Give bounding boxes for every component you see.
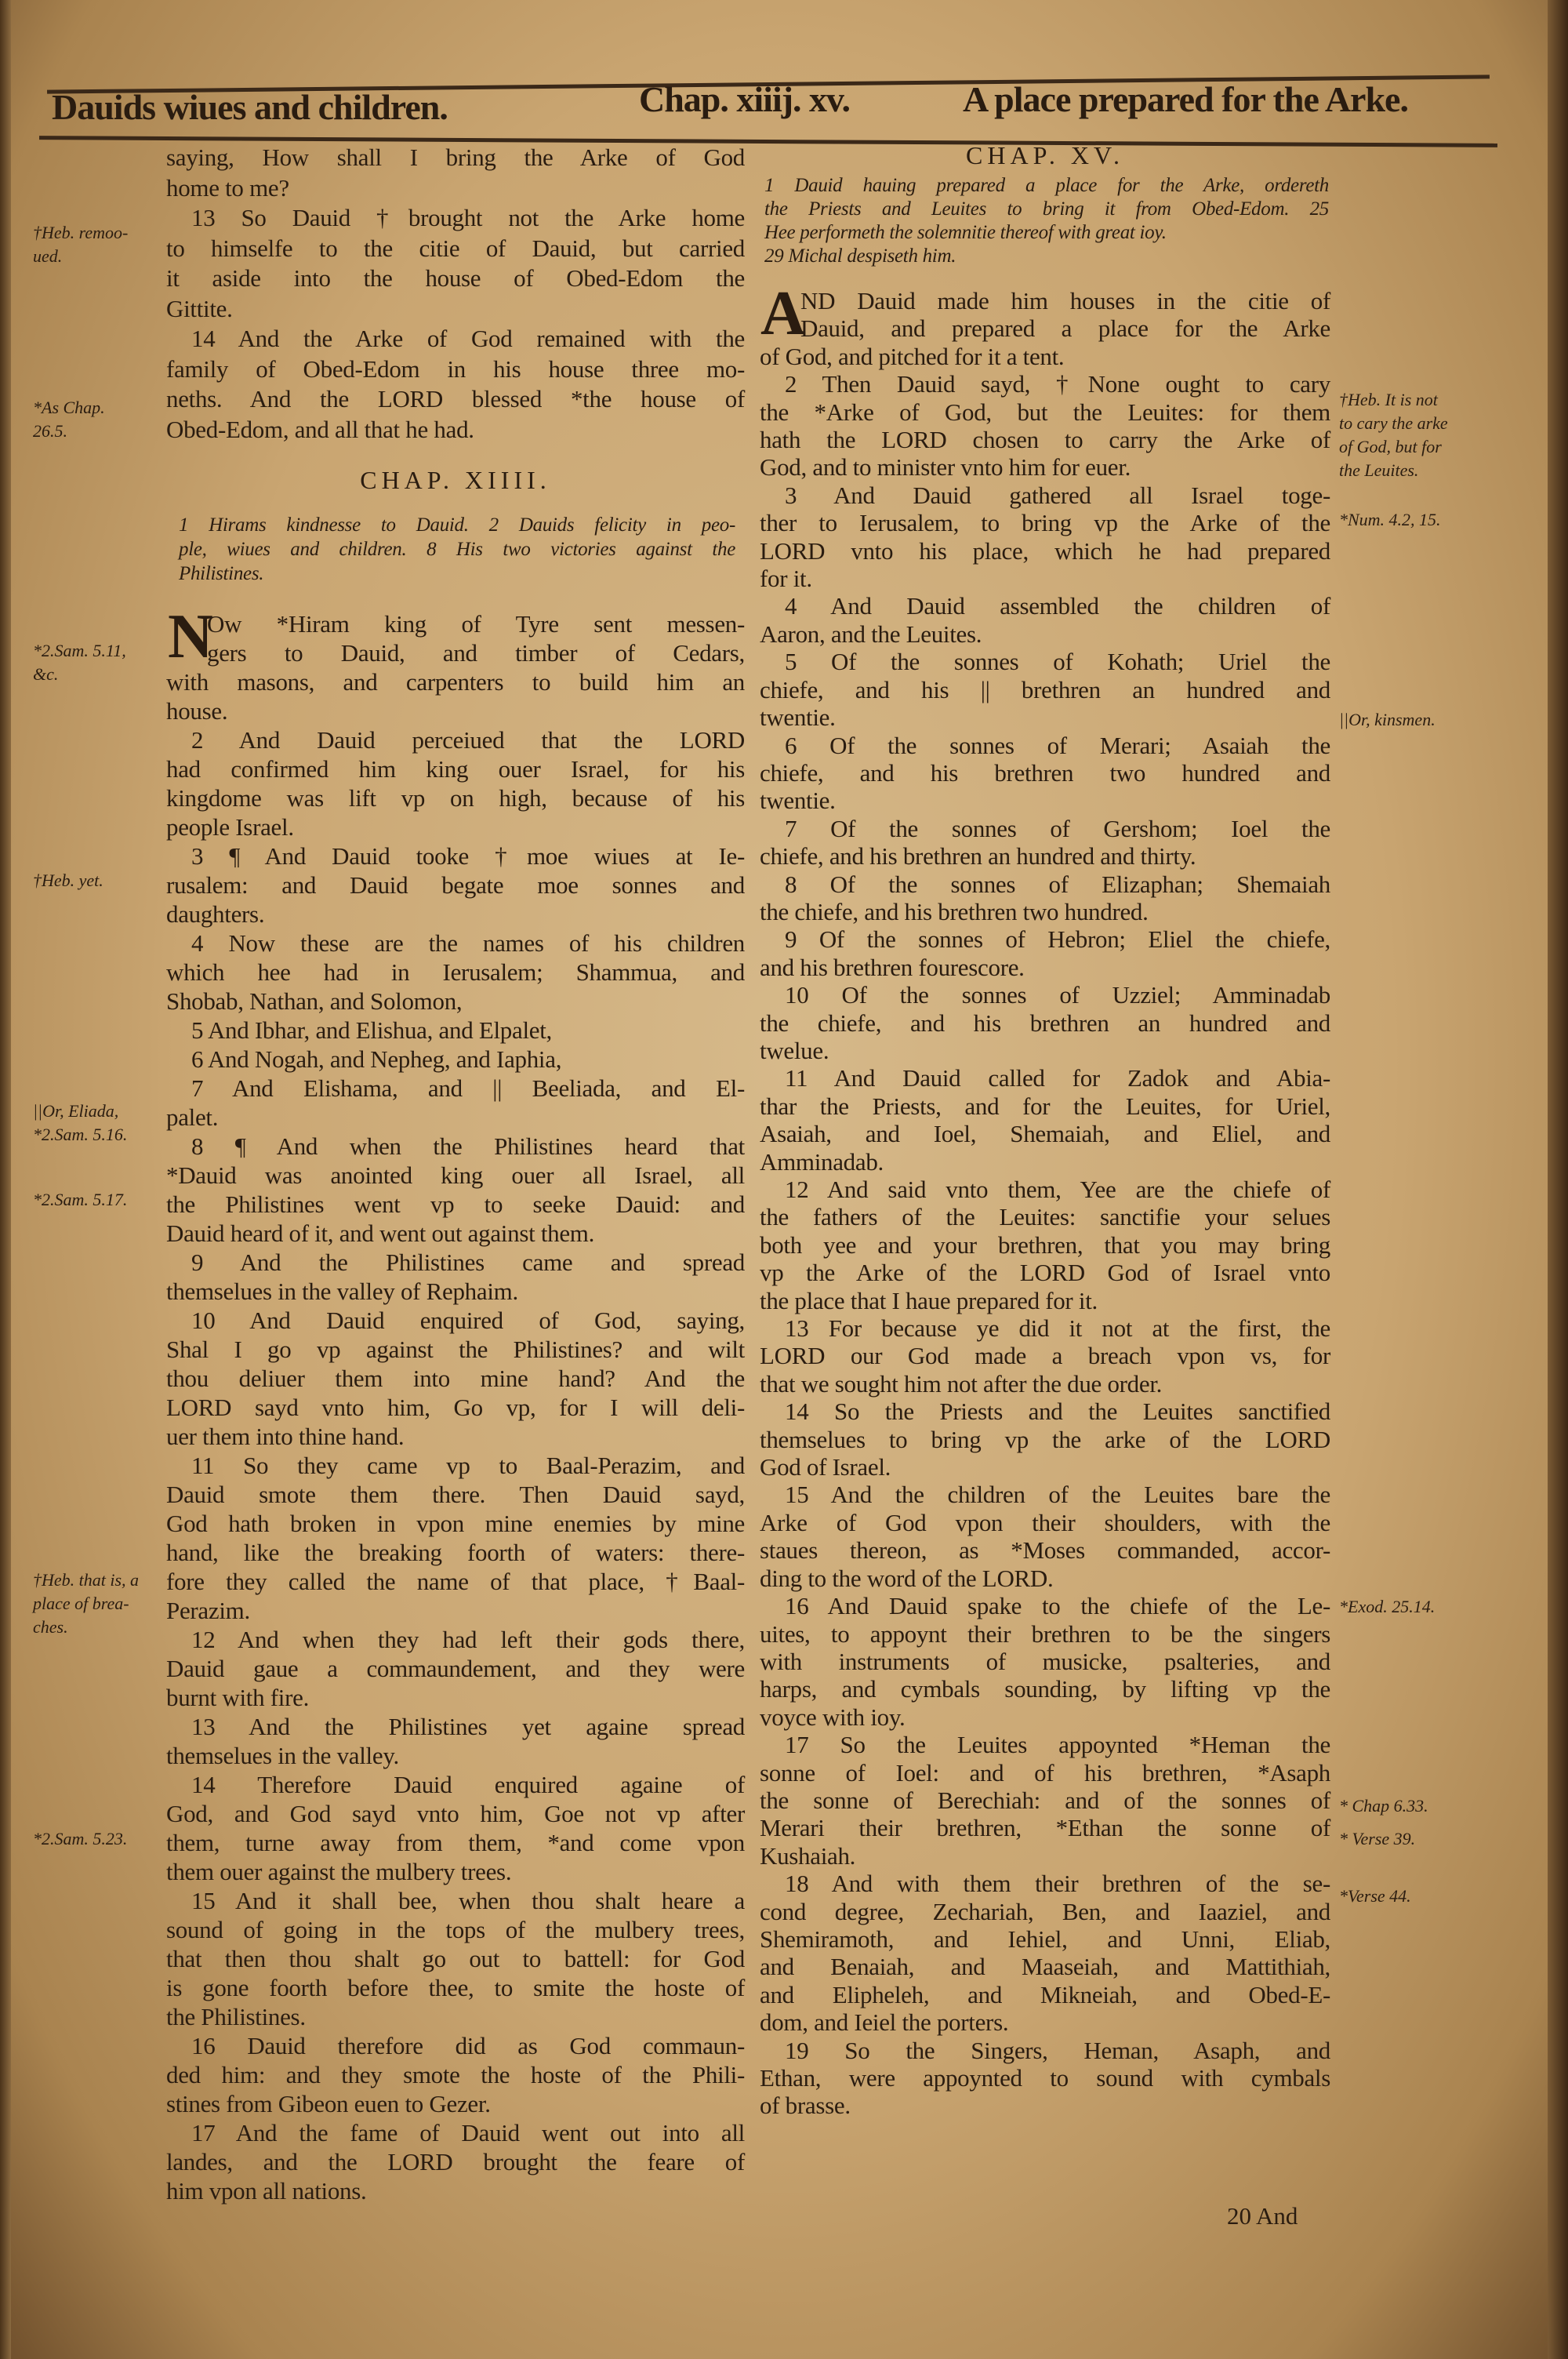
text-line: Dauid gaue a commaundement, and they were [166, 1655, 745, 1682]
left-column-intro [166, 143, 745, 445]
text-line: Merari their brethren, *Ethan the sonne of [760, 1814, 1330, 1842]
text-line: 8 Of the sonnes of Elizaphan; Shemaiah [785, 870, 1330, 898]
text-line: Shemiramoth, and Iehiel, and Unni, Eliab, [760, 1925, 1330, 1953]
text-line: 29 Michal despiseth him. [764, 245, 956, 267]
page-edge-left [0, 0, 11, 2359]
text-line: daughters. [166, 900, 265, 928]
page-edge-right [1548, 0, 1568, 2359]
text-line: LORD our God made a breach vpon vs, for [760, 1342, 1330, 1370]
text-line: both yee and your brethren, that you may bring [760, 1230, 1330, 1259]
text-line: God of Israel. [760, 1453, 891, 1481]
text-line: stines from Gibeon euen to Gezer. [166, 2090, 491, 2117]
text-line: Philistines. [179, 563, 264, 584]
text-line: the chiefe, and his brethren an hundred and [760, 1009, 1330, 1037]
text-line: 8 ¶ And when the Philistines heard that [191, 1132, 745, 1160]
text-line: 1 Hirams kindnesse to Dauid. 2 Dauids felicity in peo- [179, 514, 735, 536]
text-line: dom, and Ieiel the porters. [760, 2008, 1009, 2037]
text-line: landes, and the LORD brought the feare of [166, 2148, 745, 2175]
text-line: 16 Dauid therefore did as God commaun- [191, 2032, 745, 2059]
marginal-note: †Heb. yet. [33, 871, 103, 890]
text-line: twentie. [760, 703, 836, 732]
text-line: 12 And said vnto them, Yee are the chiefe of [785, 1176, 1330, 1203]
text-line: of God, and pitched for it a tent. [760, 342, 1065, 370]
text-line: 13 For because ye did it not at the first, the [785, 1314, 1330, 1343]
text-line: him vpon all nations. [166, 2177, 367, 2205]
text-line: the Philistines. [166, 2003, 306, 2030]
text-line: Ow *Hiram king of Tyre sent messen- [207, 610, 745, 638]
text-line: Dauid smote them there. Then Dauid sayd, [166, 1481, 745, 1508]
text-line: the place that I haue prepared for it. [760, 1286, 1098, 1314]
text-line: harps, and cymbals sounding, by lifting vp the [760, 1675, 1330, 1703]
text-line: 5 Of the sonnes of Kohath; Uriel the [785, 648, 1330, 676]
text-line: 15 And it shall bee, when thou shalt heare a [191, 1887, 745, 1914]
text-line: 10 Of the sonnes of Uzziel; Amminadab [785, 981, 1330, 1009]
text-line: 16 And Dauid spake to the chiefe of the Le- [785, 1592, 1330, 1620]
text-line: 9 Of the sonnes of Hebron; Eliel the chiefe, [785, 925, 1330, 954]
text-line: LORD sayd vnto him, Go vp, for I will deli- [166, 1394, 745, 1421]
text-line: LORD vnto his place, which he had prepared [760, 536, 1330, 565]
text-line: that then thou shalt go out to battell: for God [166, 1945, 745, 1972]
text-line: which hee had in Ierusalem; Shammua, and [166, 958, 745, 986]
marginal-note: *As Chap. 26.5. [33, 398, 105, 441]
text-line: God, and to minister vnto him for euer. [760, 453, 1131, 482]
text-line: 2 Then Dauid sayd, †None ought to cary [785, 370, 1330, 398]
text-line: it aside into the house of Obed-Edom the [166, 264, 745, 292]
text-line: hath the LORD chosen to carry the Arke of [760, 426, 1330, 454]
text-line: 2 And Dauid perceiued that the LORD [191, 726, 745, 754]
text-line: cond degree, Zechariah, Ben, and Iaaziel, and [760, 1897, 1330, 1925]
text-line: palet. [166, 1103, 219, 1131]
running-head-right: A place prepared for the Arke. [963, 79, 1408, 119]
drop-cap-n: N [168, 602, 213, 671]
text-line: 13 So Dauid †brought not the Arke home [191, 204, 745, 231]
text-line: Arke of God vpon their shoulders, with the [760, 1508, 1330, 1536]
text-line: the chiefe, and his brethren two hundred. [760, 897, 1149, 925]
text-line: themselues to bring vp the arke of the LORD [760, 1425, 1330, 1453]
text-line: with instruments of musicke, psalteries, and [760, 1647, 1330, 1675]
text-line: sonne of Ioel: and of his brethren, *Asaph [760, 1758, 1330, 1787]
text-line: twentie. [760, 787, 836, 815]
text-line: Shal I go vp against the Philistines? and wilt [166, 1336, 745, 1363]
marginal-note: †Heb. that is, a place of brea- ches. [33, 1570, 140, 1637]
chapter-14-summary [179, 513, 735, 586]
text-line: chiefe, and his brethren two hundred and [760, 758, 1330, 787]
text-line: 12 And when they had left their gods there, [191, 1626, 745, 1653]
text-line: 11 And Dauid called for Zadok and Abia- [785, 1064, 1330, 1092]
text-line: family of Obed-Edom in his house three mo- [166, 354, 745, 383]
text-line: Hee performeth the solemnitie thereof with great ioy. [764, 222, 1167, 243]
text-line: saying, How shall I bring the Arke of God [166, 144, 745, 171]
text-line: Amminadab. [760, 1147, 884, 1176]
text-line: thar the Priests, and for the Leuites, for Uriel, [760, 1092, 1330, 1120]
text-line: ple, wiues and children. 8 His two victories against the [179, 539, 735, 560]
text-line: 11 So they came vp to Baal-Perazim, and [191, 1452, 745, 1479]
text-line: God, and God sayd vnto him, Goe not vp after [166, 1800, 745, 1827]
marginal-note: †Heb. It is not to cary the arke of God, but for the Leuites. [1339, 390, 1448, 480]
marginal-note: *2.Sam. 5.11, &c. [33, 641, 126, 684]
text-line: ther to Ierusalem, to bring vp the Arke of the [760, 509, 1330, 537]
text-line: Ethan, were appoynted to sound with cymbals [760, 2064, 1330, 2092]
text-line: neths. And the LORD blessed *the house of [166, 385, 745, 413]
text-line: kingdome was lift vp on high, because of his [166, 784, 745, 812]
left-column-text [166, 609, 745, 2205]
text-line: uer them into thine hand. [166, 1423, 405, 1450]
text-line: 17 So the Leuites appoynted *Heman the [785, 1731, 1330, 1759]
text-line: 6 And Nogah, and Nepheg, and Iaphia, [191, 1045, 562, 1073]
text-line: of brasse. [760, 2092, 851, 2120]
text-line: Gittite. [166, 294, 233, 322]
marginal-note: * Verse 39. [1339, 1829, 1416, 1848]
marginal-note: *Exod. 25.14. [1339, 1597, 1436, 1616]
text-line: 1 Dauid hauing prepared a place for the Arke, ordereth [764, 175, 1329, 196]
text-line: home to me? [166, 173, 289, 202]
text-line: the sonne of Berechiah: and of the sonnes of [760, 1786, 1330, 1814]
text-line: people Israel. [166, 813, 294, 841]
chapter-heading-15: CHAP. XV. [966, 141, 1124, 169]
text-line: ding to the word of the LORD. [760, 1564, 1054, 1592]
text-line: for it. [760, 565, 812, 593]
text-line: staues thereon, as *Moses commanded, accor- [760, 1536, 1330, 1565]
running-head-chapter: Chap. xiiij. xv. [639, 79, 851, 119]
text-line: 6 Of the sonnes of Merari; Asaiah the [785, 731, 1330, 759]
marginal-note: *Num. 4.2, 15. [1339, 510, 1441, 529]
text-line: 14 Therefore Dauid enquired againe of [191, 1771, 745, 1798]
catchword: 20 And [1227, 2202, 1298, 2230]
text-line: with masons, and carpenters to build him an [166, 668, 745, 696]
chapter-heading-14: CHAP. XIIII. [360, 466, 551, 494]
text-line: had confirmed him king ouer Israel, for his [166, 755, 745, 783]
marginal-note: ||Or, kinsmen. [1339, 710, 1436, 729]
text-line: *Dauid was anointed king ouer all Israel, all [166, 1161, 745, 1189]
marginal-note: *2.Sam. 5.17. [33, 1190, 128, 1209]
text-line: Perazim. [166, 1597, 250, 1624]
text-line: 7 And Elishama, and || Beeliada, and El- [191, 1074, 745, 1102]
marginal-note: * Chap 6.33. [1339, 1796, 1428, 1816]
text-line: and Elipheleh, and Mikneiah, and Obed-E- [760, 1980, 1330, 2008]
text-line: 4 Now these are the names of his children [191, 929, 745, 957]
text-line: sound of going in the tops of the mulbery trees, [166, 1916, 745, 1943]
chapter-15-summary [764, 174, 1329, 268]
text-line: the Philistines went vp to seeke Dauid: and [166, 1190, 745, 1218]
text-line: 13 And the Philistines yet againe spread [191, 1713, 745, 1740]
text-line: the fathers of the Leuites: sanctifie your selues [760, 1203, 1330, 1231]
text-line: and Benaiah, and Maaseiah, and Mattithiah, [760, 1953, 1330, 1981]
text-line: themselues in the valley of Rephaim. [166, 1278, 518, 1305]
text-line: Obed-Edom, and all that he had. [166, 415, 474, 443]
text-line: Aaron, and the Leuites. [760, 620, 982, 648]
marginal-note: *Verse 44. [1339, 1886, 1411, 1906]
text-line: 5 And Ibhar, and Elishua, and Elpalet, [191, 1016, 552, 1044]
text-line: the *Arke of God, but the Leuites: for them [760, 398, 1330, 426]
text-line: uites, to appoynt their brethren to be the singers [760, 1619, 1330, 1648]
text-line: 7 Of the sonnes of Gershom; Ioel the [785, 814, 1330, 842]
text-line: them, turne away from them, *and come vpon [166, 1829, 745, 1856]
text-line: that we sought him not after the due order. [760, 1369, 1163, 1398]
text-line: 19 So the Singers, Heman, Asaph, and [785, 2036, 1330, 2064]
text-line: burnt with fire. [166, 1684, 310, 1711]
text-line: Shobab, Nathan, and Solomon, [166, 987, 463, 1015]
text-line: ded him: and they smote the hoste of the Phili- [166, 2061, 745, 2088]
text-line: Dauid, and prepared a place for the Arke [800, 314, 1330, 343]
text-line: Asaiah, and Ioel, Shemaiah, and Eliel, and [760, 1120, 1330, 1148]
text-line: rusalem: and Dauid begate moe sonnes and [166, 871, 745, 899]
text-line: twelue. [760, 1036, 829, 1064]
text-line: chiefe, and his brethren an hundred and thirty. [760, 842, 1196, 871]
text-line: themselues in the valley. [166, 1742, 399, 1769]
text-line: gers to Dauid, and timber of Cedars, [207, 639, 745, 667]
text-line: 14 And the Arke of God remained with the [191, 325, 745, 352]
right-column-text [760, 287, 1330, 2120]
text-line: 3 ¶ And Dauid tooke †moe wiues at Ie- [191, 842, 745, 870]
text-line: 9 And the Philistines came and spread [191, 1249, 745, 1276]
text-line: Dauid heard of it, and went out against them. [166, 1219, 595, 1247]
text-line: hand, like the breaking foorth of waters: there- [166, 1539, 745, 1566]
running-head-left: Dauids wiues and children. [52, 87, 448, 127]
text-line: ND Dauid made him houses in the citie of [800, 287, 1330, 314]
text-line: them ouer against the mulbery trees. [166, 1858, 512, 1885]
text-line: thou deliuer them into mine hand? And the [166, 1365, 745, 1392]
marginal-note: *2.Sam. 5.23. [33, 1829, 128, 1848]
text-line: 3 And Dauid gathered all Israel toge- [785, 481, 1330, 509]
text-line: to himselfe to the citie of Dauid, but carried [166, 234, 745, 262]
text-line: Kushaiah. [760, 1841, 856, 1870]
text-line: voyce with ioy. [760, 1703, 906, 1731]
text-line: is gone foorth before thee, to smite the hoste of [166, 1974, 745, 2001]
text-line: 4 And Dauid assembled the children of [785, 592, 1330, 620]
text-line: 15 And the children of the Leuites bare the [785, 1481, 1330, 1509]
text-line: and his brethren fourescore. [760, 953, 1025, 981]
text-line: house. [166, 697, 228, 725]
marginal-note: †Heb. remoo- ued. [33, 223, 129, 266]
text-line: 14 So the Priests and the Leuites sanctified [785, 1398, 1330, 1426]
drop-cap-a: A [760, 279, 806, 348]
text-line: God hath broken in vpon mine enemies by mine [166, 1510, 745, 1537]
text-line: chiefe, and his || brethren an hundred and [760, 675, 1330, 703]
text-line: fore they called the name of that place, †Baal- [166, 1568, 745, 1595]
text-line: 10 And Dauid enquired of God, saying, [191, 1307, 745, 1334]
text-line: 17 And the fame of Dauid went out into all [191, 2119, 745, 2146]
text-line: the Priests and Leuites to bring it from Obed-Edom. 25 [764, 198, 1329, 220]
text-line: 18 And with them their brethren of the se- [785, 1870, 1330, 1898]
marginal-note: ||Or, Eliada, *2.Sam. 5.16. [33, 1101, 128, 1144]
text-line: vp the Arke of the LORD God of Israel vnto [760, 1259, 1330, 1287]
